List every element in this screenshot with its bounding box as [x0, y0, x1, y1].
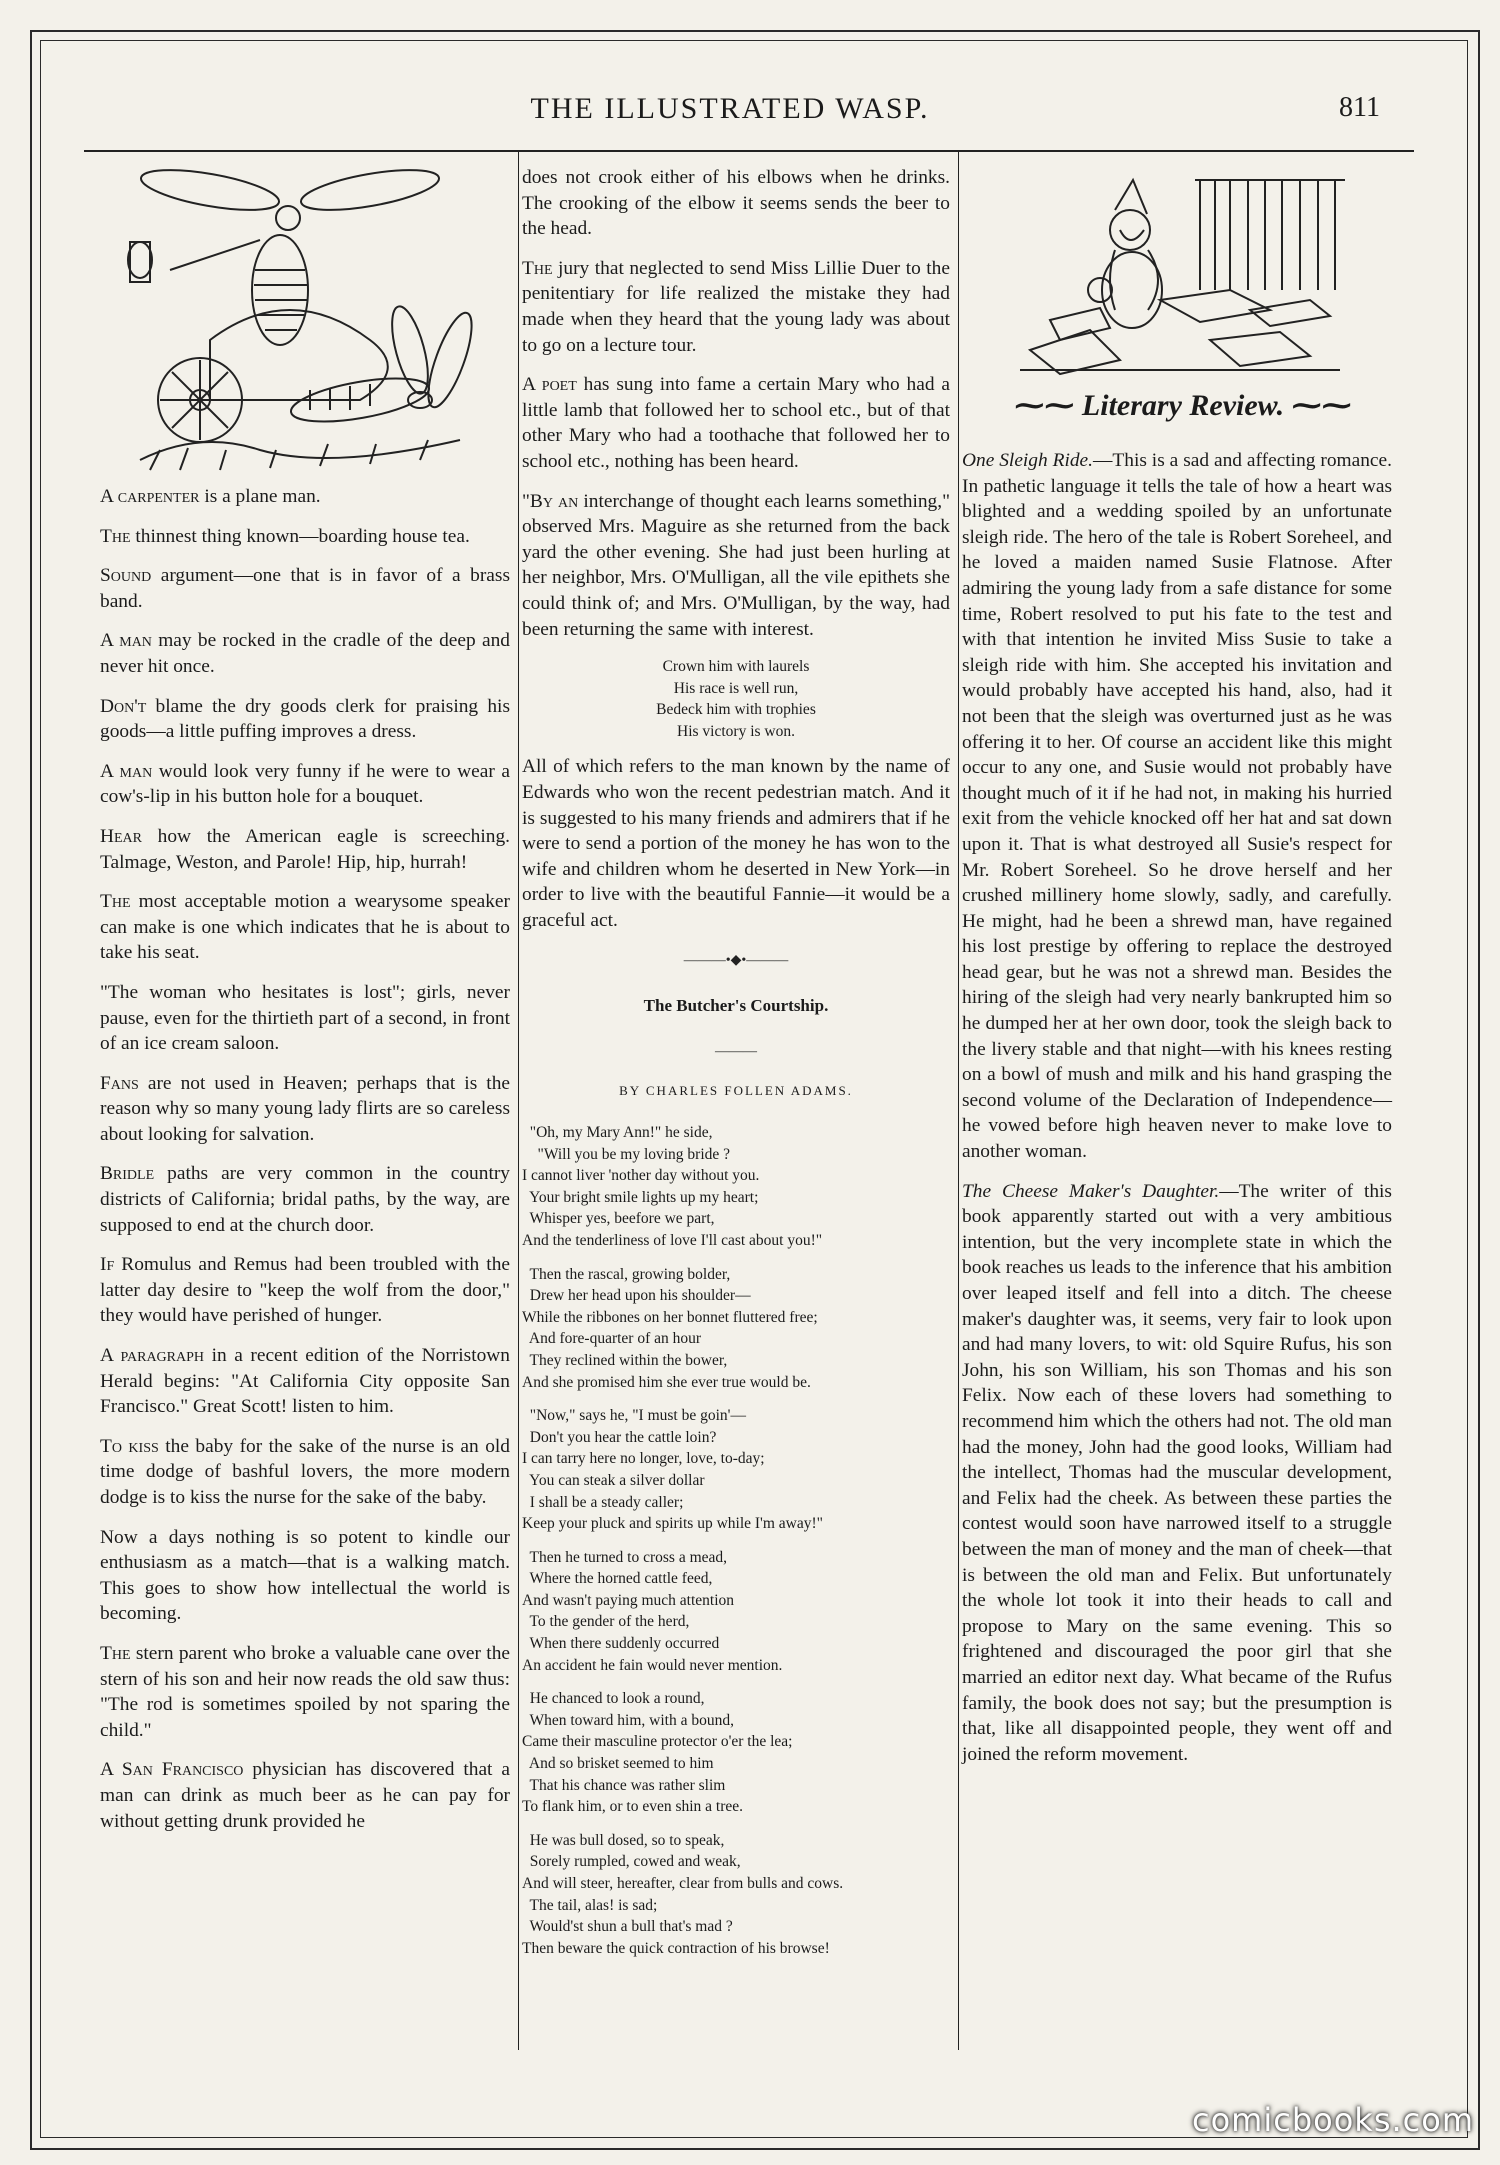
paragraph: [100, 1641, 510, 1743]
poem-byline: BY CHARLES FOLLEN ADAMS.: [619, 1083, 853, 1099]
poem-line: Would'st shun a bull that's mad ?: [522, 1918, 733, 1936]
review-paragraph: [962, 448, 1392, 1165]
poem-line: Then the rascal, growing bolder,: [522, 1265, 731, 1283]
poem-line: To flank him, or to even shin a tree.: [522, 1798, 744, 1816]
paragraph: [100, 1071, 510, 1148]
paragraph: [100, 1525, 510, 1627]
paragraph-text: paths are very common in the country districts of California; bridal paths, by the way, are supposed to end at the church door.: [100, 1163, 510, 1236]
poem-line: And she promised him she ever true would be.: [522, 1373, 811, 1391]
poem-line: He chanced to look a round,: [522, 1690, 705, 1708]
paragraph: [100, 1757, 510, 1834]
verse-line: His race is well run,: [673, 679, 799, 697]
paragraph-lead: The: [522, 257, 553, 279]
poem-line: Then he turned to cross a mead,: [522, 1548, 728, 1566]
paragraph: [100, 524, 510, 550]
short-rule: ———: [715, 1043, 757, 1059]
poem-line: You can steak a silver dollar: [522, 1471, 705, 1489]
paragraph-text: would look very funny if he were to wear a cow's-lip in his button hole for a bouquet.: [100, 760, 510, 808]
column-divider-2: [958, 150, 959, 2050]
paragraph-text: stern parent who broke a valuable cane over the stern of his son and heir now reads the old saw thus: "The rod is sometimes spoiled by not sparing the child.": [100, 1642, 510, 1741]
paragraph: [100, 1343, 510, 1420]
paragraph-lead: A man: [100, 630, 152, 652]
review-book-title: One Sleigh Ride.: [962, 450, 1094, 471]
literary-review-title: Literary Review.: [1081, 389, 1285, 422]
wasp-carpenter-illustration: [120, 160, 490, 480]
paragraph-text: interchange of thought each learns something," observed Mrs. Maguire as she returned from the back yard the other evening. She had just been hurling at her neighbor, Mrs. O'Mulligan, all the vile epithets she could think of; and Mrs. O'Mulligan, by the way, had been returning the same with interest.: [522, 490, 951, 640]
paragraph: [100, 889, 510, 966]
paragraph: [100, 563, 510, 614]
ornament-divider: ———•◆•———: [683, 952, 789, 968]
column-3-literary-review: [962, 448, 1392, 1781]
paragraph-text: Romulus and Remus had been troubled with the latter day desire to "keep the wolf from the door," they would have perished of hunger.: [100, 1254, 510, 1327]
paragraph-lead: Fans: [100, 1072, 139, 1094]
verse-line: Crown him with laurels: [662, 658, 810, 676]
paragraph-lead: Don't: [100, 695, 147, 717]
poem-line: "Oh, my Mary Ann!" he side,: [522, 1124, 713, 1141]
paragraph-text: in a recent edition of the Norristown Herald begins: "At California City opposite San Francisco." Great Scott! listen to him.: [100, 1345, 510, 1418]
poem-line: I cannot liver 'nother day without you.: [522, 1167, 760, 1185]
scroll-ornament-right-icon: ⁓⁓: [1291, 389, 1352, 422]
paragraph-lead: A paragraph: [100, 1345, 205, 1367]
poem-stanza: [522, 1547, 950, 1677]
paragraph: [100, 694, 510, 745]
poem-line: And wasn't paying much attention: [522, 1591, 735, 1609]
paragraph-text: jury that neglected to send Miss Lillie Duer to the penitentiary for life realized the mistake they had made when they heard that the young lady was about to go on a lecture tour.: [522, 257, 950, 356]
paragraph-text: does not crook either of his elbows when he drinks. The crooking of the elbow it seems sends the beer to the head.: [522, 167, 950, 240]
paragraph-text: blame the dry goods clerk for praising his goods—a little puffing improves a dress.: [100, 695, 510, 743]
page-number: 811: [1339, 92, 1380, 123]
paragraph-lead: If: [100, 1254, 115, 1276]
poem-line: And so brisket seemed to him: [522, 1755, 714, 1773]
poem-line: Drew her head upon his shoulder—: [522, 1287, 751, 1305]
paragraph-text: Now a days nothing is so potent to kindle our enthusiasm as a match—that is a walking match. This goes to show how intellectual the world is becoming.: [100, 1526, 510, 1625]
poem-line: And the tenderliness of love I'll cast about you!": [522, 1231, 823, 1249]
poem-stanza: [522, 1264, 950, 1394]
paragraph-text: thinnest thing known—boarding house tea.: [130, 525, 470, 547]
literary-review-heading: [993, 388, 1373, 423]
gnome-reading-illustration: [1010, 170, 1350, 380]
poem-stanza: [522, 1122, 950, 1252]
paragraph-text: has sung into fame a certain Mary who had a little lamb that followed her to school etc., but of that other Mary who had a toothache that followed her to school etc., nothing has been heard.: [522, 374, 950, 472]
paragraph: [100, 824, 510, 875]
poem-line: Your bright smile lights up my heart;: [522, 1188, 759, 1206]
paragraph-text: the baby for the sake of the nurse is an old time dodge of bashful lovers, the more modern dodge is to kiss the nurse for the sake of the baby.: [100, 1435, 510, 1508]
review-paragraph: [962, 1179, 1392, 1768]
paragraph: All of which refers to the man known by the name of Edwards who won the recent pedestrian match. And it is suggested to his many friends and admirers that if he were to send a portion of the money he has won to the wife and children whom he deserted in New York—in order to live with the beautiful Fannie—it would be a graceful act.: [522, 756, 950, 932]
poem-line: To the gender of the herd,: [522, 1613, 690, 1631]
paragraph: [100, 980, 510, 1057]
paragraph-text: argument—one that is in favor of a brass band.: [100, 565, 510, 612]
poem-line: That his chance was rather slim: [522, 1776, 726, 1794]
paragraph-lead: The: [100, 891, 131, 913]
header-rule: [84, 150, 1414, 152]
poem-line: While the ribbones on her bonnet fluttered free;: [522, 1308, 818, 1326]
masthead: [60, 92, 1400, 132]
poem-line: Keep your pluck and spirits up while I'm away!": [522, 1515, 823, 1533]
paragraph-lead: Bridle: [100, 1163, 155, 1185]
poem-line: The tail, alas! is sad;: [522, 1896, 658, 1914]
column-2-jokes-and-poem: [522, 165, 950, 1971]
verse-line: His victory is won.: [677, 722, 795, 740]
poem-line: And fore-quarter of an hour: [522, 1330, 702, 1348]
paragraph-lead: Hear: [100, 825, 143, 847]
site-watermark: comicbooks.com: [1191, 2101, 1474, 2139]
poem-line: Where the horned cattle feed,: [522, 1570, 713, 1588]
poem-line: "Now," says he, "I must be goin'—: [522, 1407, 746, 1425]
poem-line: An accident he fain would never mention.: [522, 1656, 783, 1674]
paragraph-text: most acceptable motion a wearysome speaker can make is one which indicates that he is about to take his seat.: [100, 891, 510, 964]
paragraph-lead: "By an: [522, 490, 579, 512]
review-text: —The writer of this book apparently started out with a very ambitious intention, but the very incomplete state in which the book reaches us leads to the inference that his ambition over leaped itself and fell into a ditch. The cheese maker's daughter was, it seems, very fair to look upon and had many lovers, to wit: old Squire Rufus, his son John, his son William, his son Thomas and his son Felix. Now each of these lovers had something to recommend him which the others had not. The old man had the money, John had the good looks, William had the intellect, Thomas had the muscular development, and Felix had the cheek. As between these parties the contest would soon have narrowed itself to a struggle between the man of money and the man of cheek—that is between the old man and Felix. But unfortunately the whole lot took it into their heads to call and propose to Mary on the same evening. This so frightened and discouraged the poor girl that she married an editor next day. What became of the Rufus family, the book does not say; but the presumption is that, like all disappointed people, they went off and joined the reform movement.: [962, 1180, 1392, 1765]
poem-stanza: [522, 1830, 950, 1960]
poem-line: When there suddenly occurred: [522, 1635, 720, 1653]
verse-line: Bedeck him with trophies: [656, 701, 816, 719]
paragraph-lead: Sound: [100, 565, 152, 587]
paragraph-lead: To kiss: [100, 1435, 159, 1457]
poem-stanza: [522, 1405, 950, 1535]
paragraph-text: is a plane man.: [199, 486, 321, 507]
poem-line: Came their masculine protector o'er the lea;: [522, 1733, 793, 1751]
paragraph: [522, 489, 950, 643]
poem-line: He was bull dosed, so to speak,: [522, 1831, 725, 1849]
column-divider-1: [518, 150, 519, 2050]
paragraph: [100, 759, 510, 810]
paragraph-text: may be rocked in the cradle of the deep and never hit once.: [100, 630, 511, 677]
paragraph: [522, 165, 950, 242]
review-text: —This is a sad and affecting romance. In pathetic language it tells the tale of how a heart was blighted and a wedding spoiled by an unfortunate sleigh ride. The hero of the tale is Robert Soreheel, and he loved a maiden named Susie Flatnose. After admiring the young lady from a safe distance for some time, Robert resolved to put his fate to the test and with that intention he invited Miss Susie to take a sleigh ride with him. She accepted his invitation and would probably have accepted his hand, also, had it not been that the sleigh was overturned just as he was offering it to her. Of course an accident like this might occur to any one, and Susie would not probably have thought much of it if he had not, in making his hurried exit from the vehicle knocked off her hat and sat down upon it. That is what destroyed all Susie's respect for Mr. Robert Soreheel. So he drove herself and her crushed millinery home slowly, sadly, and carefully. He might, had he been a shrewd man, have regained his lost prestige by offering to replace the destroyed head gear, but he was not a shrewd man. Besides the hiring of the sleigh had very nearly bankrupted him so he dumped her at her own door, took the sleigh back to the livery stable and that night—with his knees resting on a bowl of mush and milk and his hand grasping the second volume of the Declaration of Independence—he vowed before high heaven never to make love to another woman.: [962, 450, 1392, 1163]
paragraph-lead: A poet: [522, 374, 577, 396]
paragraph: [100, 1252, 510, 1329]
poem-line: Whisper yes, beefore we part,: [522, 1210, 715, 1228]
paragraph-lead: A carpenter: [100, 486, 200, 507]
column-1-jokes: [100, 484, 510, 1848]
paragraph: [100, 484, 510, 510]
verse-block: [522, 656, 950, 742]
paragraph-text: physician has discovered that a man can drink as much beer as he can pay for without getting drunk provided he: [100, 1759, 510, 1832]
paragraph-text: how the American eagle is screeching. Talmage, Weston, and Parole! Hip, hip, hurrah!: [100, 825, 510, 873]
review-book-title: The Cheese Maker's Daughter.: [962, 1180, 1220, 1202]
paragraph-lead: A San Francisco: [100, 1759, 244, 1781]
poem-title: The Butcher's Courtship.: [643, 996, 829, 1016]
poem-line: "Will you be my loving bride ?: [522, 1145, 731, 1163]
poem-line: And will steer, hereafter, clear from bulls and cows.: [522, 1875, 844, 1892]
publication-title: THE ILLUSTRATED WASP.: [530, 92, 930, 125]
poem-line: I shall be a steady caller;: [522, 1493, 684, 1511]
paragraph: [522, 372, 950, 474]
paragraph: [100, 1161, 510, 1238]
poem-line: Don't you hear the cattle loin?: [522, 1428, 717, 1446]
poem-line: I can tarry here no longer, love, to-day;: [522, 1450, 765, 1468]
paragraph-text: are not used in Heaven; perhaps that is the reason why so many young lady flirts are so careless about looking for salvation.: [100, 1072, 510, 1145]
poem-line: They reclined within the bower,: [522, 1351, 728, 1369]
paragraph-text: "The woman who hesitates is lost"; girls, never pause, even for the thirtieth part of a second, in front of an ice cream saloon.: [100, 981, 510, 1055]
poem-stanza: [522, 1688, 950, 1818]
paragraph-lead: A man: [100, 760, 153, 782]
poem-line: Sorely rumpled, cowed and weak,: [522, 1853, 741, 1871]
paragraph: [100, 628, 510, 679]
poem-line: Then beware the quick contraction of his browse!: [522, 1939, 830, 1957]
paragraph-lead: The: [100, 1642, 131, 1664]
poem-line: When toward him, with a bound,: [522, 1711, 734, 1729]
paragraph: [522, 256, 950, 358]
paragraph: [100, 1434, 510, 1511]
scroll-ornament-left-icon: ⁓⁓: [1014, 389, 1075, 422]
paragraph-lead: The: [100, 525, 131, 547]
